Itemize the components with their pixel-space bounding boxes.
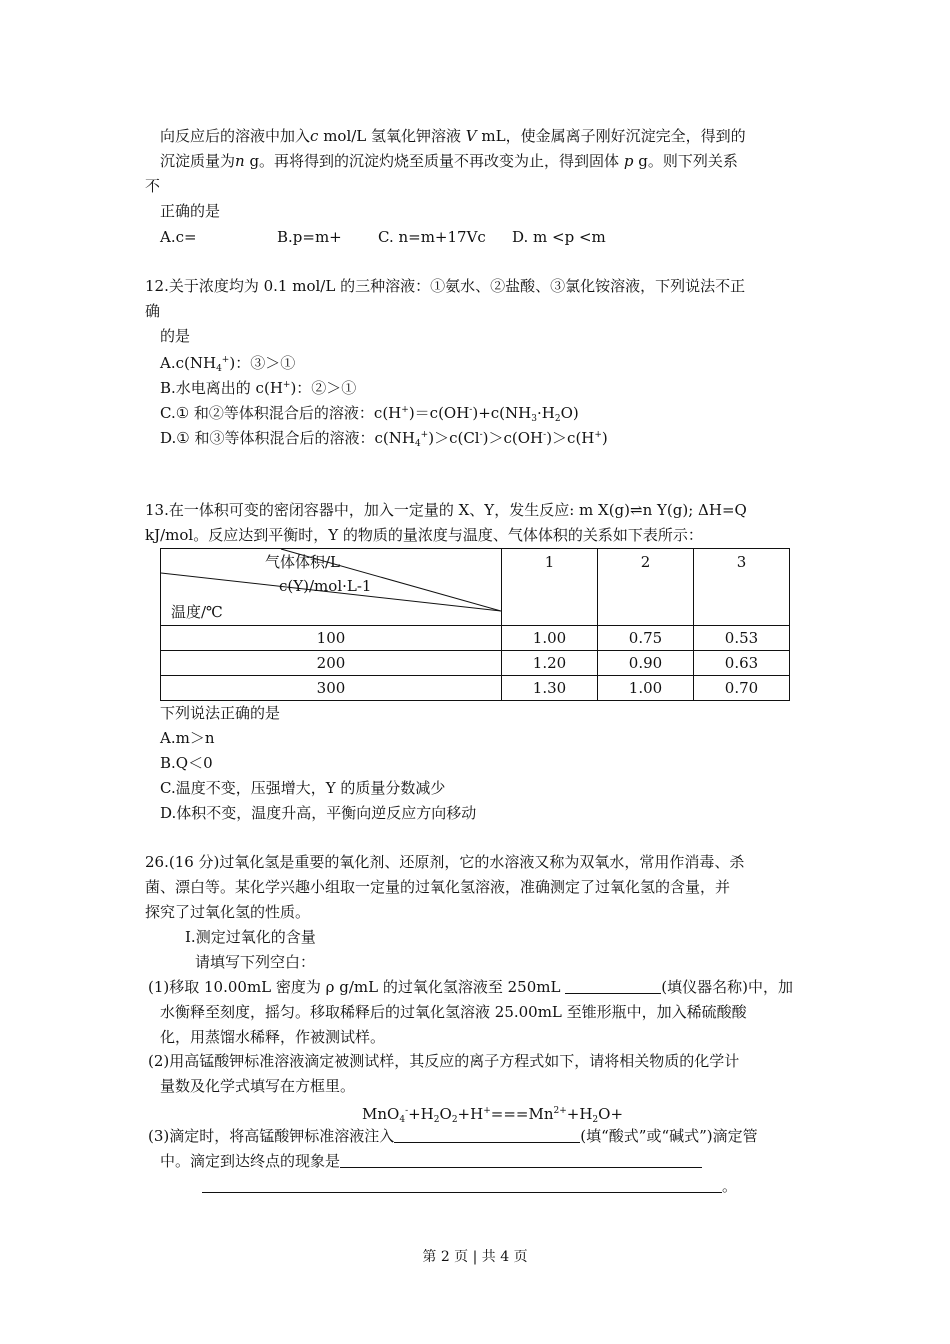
blank-burette-type[interactable] bbox=[394, 1128, 580, 1143]
table-row bbox=[161, 676, 790, 701]
q11-prompt: 正确的是 bbox=[160, 202, 221, 220]
blank-instrument[interactable] bbox=[565, 979, 661, 994]
table-cell: 0.63 bbox=[694, 651, 790, 676]
q26-part-1-line-2: 水衡释至刻度，摇匀。移取稀释后的过氧化氢溶液 25.00mL 至锥形瓶中，加入稀硫酸酸 bbox=[160, 1003, 747, 1021]
table-cell: 1.00 bbox=[598, 676, 694, 701]
row-temperature: 300 bbox=[161, 676, 502, 701]
q26-line-1: 26.(16 分)过氧化氢是重要的氧化剂、还原剂，它的水溶液又称为双氧水，常用作消毒、杀 bbox=[145, 853, 745, 871]
q26-line-2: 菌、漂白等。某化学兴趣小组取一定量的过氧化氢溶液，准确测定了过氧化氢的含量，并 bbox=[145, 878, 731, 896]
table-cell: 0.70 bbox=[694, 676, 790, 701]
table-cell: 0.53 bbox=[694, 626, 790, 651]
q13-option-b: B.Q＜0 bbox=[160, 754, 213, 772]
q12-option-a: $A.c(NH_4^+)$：③＞① bbox=[160, 354, 296, 374]
q12-option-b: B.水电离出的 c(H+)：②＞① bbox=[160, 379, 357, 397]
q26-line-3: 探究了过氧化氢的性质。 bbox=[145, 903, 311, 921]
table-cell: 0.75 bbox=[598, 626, 694, 651]
q26-fill-instruction: 请填写下列空白： bbox=[195, 953, 316, 971]
q12-line-3: 的是 bbox=[160, 327, 191, 345]
column-header: 2 bbox=[598, 549, 694, 626]
table-cell: 1.30 bbox=[502, 676, 598, 701]
q13-line-2: kJ/mol。反应达到平衡时，Y 的物质的量浓度与温度、气体体积的关系如下表所示： bbox=[145, 526, 703, 544]
q13-option-d: D.体积不变，温度升高，平衡向逆反应方向移动 bbox=[160, 804, 477, 822]
row-temperature: 200 bbox=[161, 651, 502, 676]
q13-line-1: 13.在一体积可变的密闭容器中，加入一定量的 X、Y，发生反应: m X(g)⇌n Y(g); ΔH=Q bbox=[145, 501, 747, 519]
q11-option-c: C. n=m+17Vc bbox=[378, 228, 486, 246]
row-temperature: 100 bbox=[161, 626, 502, 651]
q12-line-1: 12.关于浓度均为 0.1 mol/L 的三种溶液：①氨水、②盐酸、③氯化铵溶液，下列说法不正 bbox=[145, 277, 746, 295]
ionic-equation: $MnO_4^-+H_2O_2+H^+===Mn^{2+}+H_2O+$ bbox=[362, 1105, 624, 1125]
table-row bbox=[161, 651, 790, 676]
q11-option-d: D. m <p <m bbox=[512, 228, 606, 246]
q11-option-b: B.p=m+ bbox=[277, 228, 342, 246]
table-header-row bbox=[161, 549, 790, 626]
column-header: 3 bbox=[694, 549, 790, 626]
corner-temperature-label: 温度/℃ bbox=[171, 603, 223, 621]
q26-part-1-line-1: (1)移取 10.00mL 密度为 ρ g/mL 的过氧化氢溶液至 250mL (填仪器名称)中，加 bbox=[148, 978, 793, 996]
q26-part-2-line-1: (2)用高锰酸钾标准溶液滴定被测试样，其反应的离子方程式如下，请将相关物质的化学计 bbox=[148, 1052, 740, 1070]
table-cell: 1.20 bbox=[502, 651, 598, 676]
q11-line-3: 不 bbox=[145, 177, 161, 195]
q11-line-2: 沉淀质量为n g。再将得到的沉淀灼烧至质量不再改变为止，得到固体 p g。则下列关系 bbox=[160, 152, 738, 170]
blank-endpoint-continuation[interactable] bbox=[202, 1178, 722, 1193]
table-cell: 0.90 bbox=[598, 651, 694, 676]
table-cell: 1.00 bbox=[502, 626, 598, 651]
blank-endpoint-phenomenon[interactable] bbox=[340, 1153, 702, 1168]
q26-part-2-line-2: 量数及化学式填写在方框里。 bbox=[160, 1077, 356, 1095]
page-footer: 第 2 页 | 共 4 页 bbox=[422, 1249, 528, 1265]
q13-option-c: C.温度不变，压强增大，Y 的质量分数减少 bbox=[160, 779, 446, 797]
table-corner-cell bbox=[161, 549, 502, 626]
corner-concentration-label: c(Y)/mol·L-1 bbox=[279, 577, 372, 595]
q12-option-d: D.① 和③等体积混合后的溶液：$c(NH_4^+)>c(Cl^-)>c(OH^-)>c(H^+)$ bbox=[160, 429, 608, 449]
column-header: 1 bbox=[502, 549, 598, 626]
equilibrium-table bbox=[160, 548, 790, 701]
q12-line-2: 确 bbox=[145, 302, 161, 320]
q11-line-1: 向反应后的溶液中加入c mol/L 氢氧化钾溶液 V mL，使金属离子刚好沉淀完全，得到的 bbox=[160, 127, 746, 145]
q13-option-a: A.m＞n bbox=[160, 729, 215, 747]
corner-volume-label: 气体体积/L bbox=[265, 553, 341, 571]
q26-part-3-line-1: (3)滴定时，将高锰酸钾标准溶液注入 (填“酸式”或“碱式”)滴定管 bbox=[148, 1127, 758, 1145]
q26-section-title: I.测定过氧化的含量 bbox=[185, 928, 316, 946]
q26-part-3-line-2: 中。滴定到达终点的现象是 bbox=[160, 1151, 702, 1171]
q13-prompt: 下列说法正确的是 bbox=[160, 704, 281, 722]
table-row bbox=[161, 626, 790, 651]
q12-option-c: C.① 和②等体积混合后的溶液：$c(H^+)=c(OH^-)+c(NH_3\cdot H_2O)$ bbox=[160, 404, 579, 424]
q26-part-1-line-3: 化，用蒸馏水稀释，作被测试样。 bbox=[160, 1028, 386, 1046]
q11-option-a: A.c= bbox=[160, 228, 197, 246]
q26-part-3-line-3: 。 bbox=[202, 1176, 737, 1196]
